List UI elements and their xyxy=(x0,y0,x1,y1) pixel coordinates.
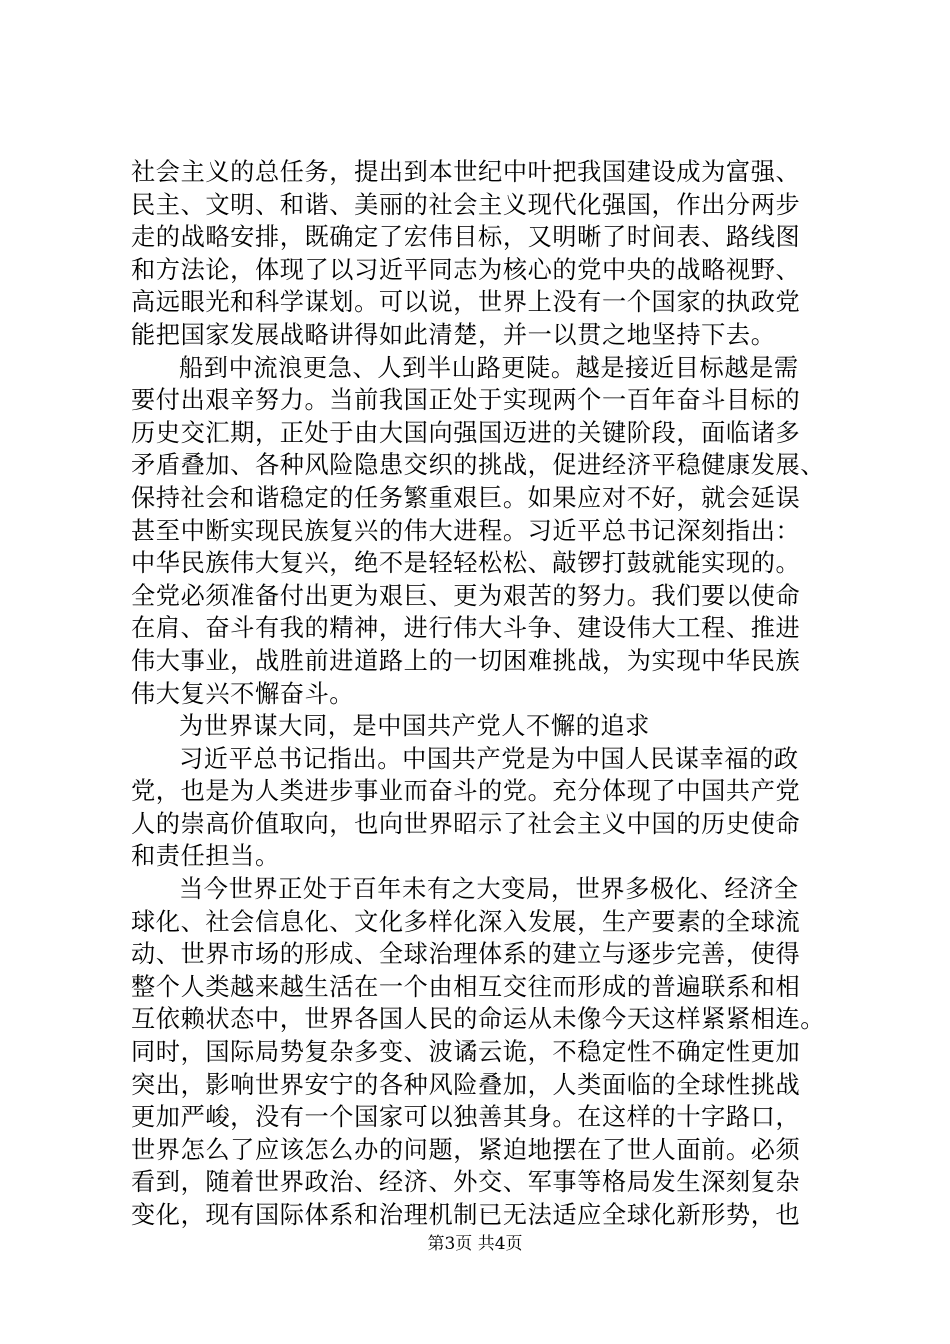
text-line: 互依赖状态中，世界各国人民的命运从未像今天这样紧紧相连。 xyxy=(131,1005,826,1034)
text-line: 在肩、奋斗有我的精神，进行伟大斗争、建设伟大工程、推进 xyxy=(131,614,801,643)
text-line: 为世界谋大同，是中国共产党人不懈的追求 xyxy=(179,712,650,741)
text-line: 社会主义的总任务，提出到本世纪中叶把我国建设成为富强、 xyxy=(131,158,801,186)
text-line: 动、世界市场的形成、全球治理体系的建立与逐步完善，使得 xyxy=(131,940,801,969)
paragraph xyxy=(131,743,851,873)
text-line: 世界怎么了应该怎么办的问题，紧迫地摆在了世人面前。必须 xyxy=(131,1135,801,1164)
text-line: 保持社会和谐稳定的任务繁重艰巨。如果应对不好，就会延误 xyxy=(131,483,801,512)
paragraph xyxy=(131,156,851,352)
paragraph xyxy=(131,873,851,1232)
text-line: 变化，现有国际体系和治理机制已无法适应全球化新形势，也 xyxy=(131,1201,801,1229)
page-footer xyxy=(0,1233,950,1255)
paragraph xyxy=(131,352,851,711)
text-line: 走的战略安排，既确定了宏伟目标，又明晰了时间表、路线图 xyxy=(131,223,801,252)
text-line: 船到中流浪更急、人到半山路更陡。越是接近目标越是需 xyxy=(179,353,799,382)
document-body xyxy=(131,156,851,1232)
text-line: 更加严峻，没有一个国家可以独善其身。在这样的十字路口， xyxy=(131,1103,801,1132)
text-line: 全党必须准备付出更为艰巨、更为艰苦的努力。我们要以使命 xyxy=(131,581,801,610)
text-line: 人的崇高价值取向，也向世界昭示了社会主义中国的历史使命 xyxy=(131,809,801,838)
text-line: 和责任担当。 xyxy=(131,842,280,871)
text-line: 能把国家发展战略讲得如此清楚，并一以贯之地坚持下去。 xyxy=(131,320,776,349)
text-line: 矛盾叠加、各种风险隐患交织的挑战，促进经济平稳健康发展、 xyxy=(131,451,826,480)
text-line: 高远眼光和科学谋划。可以说，世界上没有一个国家的执政党 xyxy=(131,288,801,317)
text-line: 甚至中断实现民族复兴的伟大进程。习近平总书记深刻指出： xyxy=(131,516,801,545)
text-line: 突出，影响世界安宁的各种风险叠加，人类面临的全球性挑战 xyxy=(131,1070,801,1099)
text-line: 要付出艰辛努力。当前我国正处于实现两个一百年奋斗目标的 xyxy=(131,386,801,415)
text-line: 历史交汇期，正处于由大国向强国迈进的关键阶段，面临诸多 xyxy=(131,418,801,447)
text-line: 民主、文明、和谐、美丽的社会主义现代化强国，作出分两步 xyxy=(131,190,801,219)
page-number-label: 第3页 共4页 xyxy=(427,1234,523,1254)
text-line: 当今世界正处于百年未有之大变局，世界多极化、经济全 xyxy=(179,875,799,904)
text-line: 党，也是为人类进步事业而奋斗的党。充分体现了中国共产党 xyxy=(131,777,801,806)
text-line: 伟大事业，战胜前进道路上的一切困难挑战，为实现中华民族 xyxy=(131,646,801,675)
text-line: 看到，随着世界政治、经济、外交、军事等格局发生深刻复杂 xyxy=(131,1168,801,1197)
text-line: 和方法论，体现了以习近平同志为核心的党中央的战略视野、 xyxy=(131,255,801,284)
paragraph xyxy=(131,710,851,743)
text-line: 中华民族伟大复兴，绝不是轻轻松松、敲锣打鼓就能实现的。 xyxy=(131,549,801,578)
text-line: 伟大复兴不懈奋斗。 xyxy=(131,679,355,708)
text-line: 同时，国际局势复杂多变、波谲云诡，不稳定性不确定性更加 xyxy=(131,1038,801,1067)
text-line: 习近平总书记指出。中国共产党是为中国人民谋幸福的政 xyxy=(179,744,799,773)
text-line: 球化、社会信息化、文化多样化深入发展，生产要素的全球流 xyxy=(131,907,801,936)
text-line: 整个人类越来越生活在一个由相互交往而形成的普遍联系和相 xyxy=(131,972,801,1001)
